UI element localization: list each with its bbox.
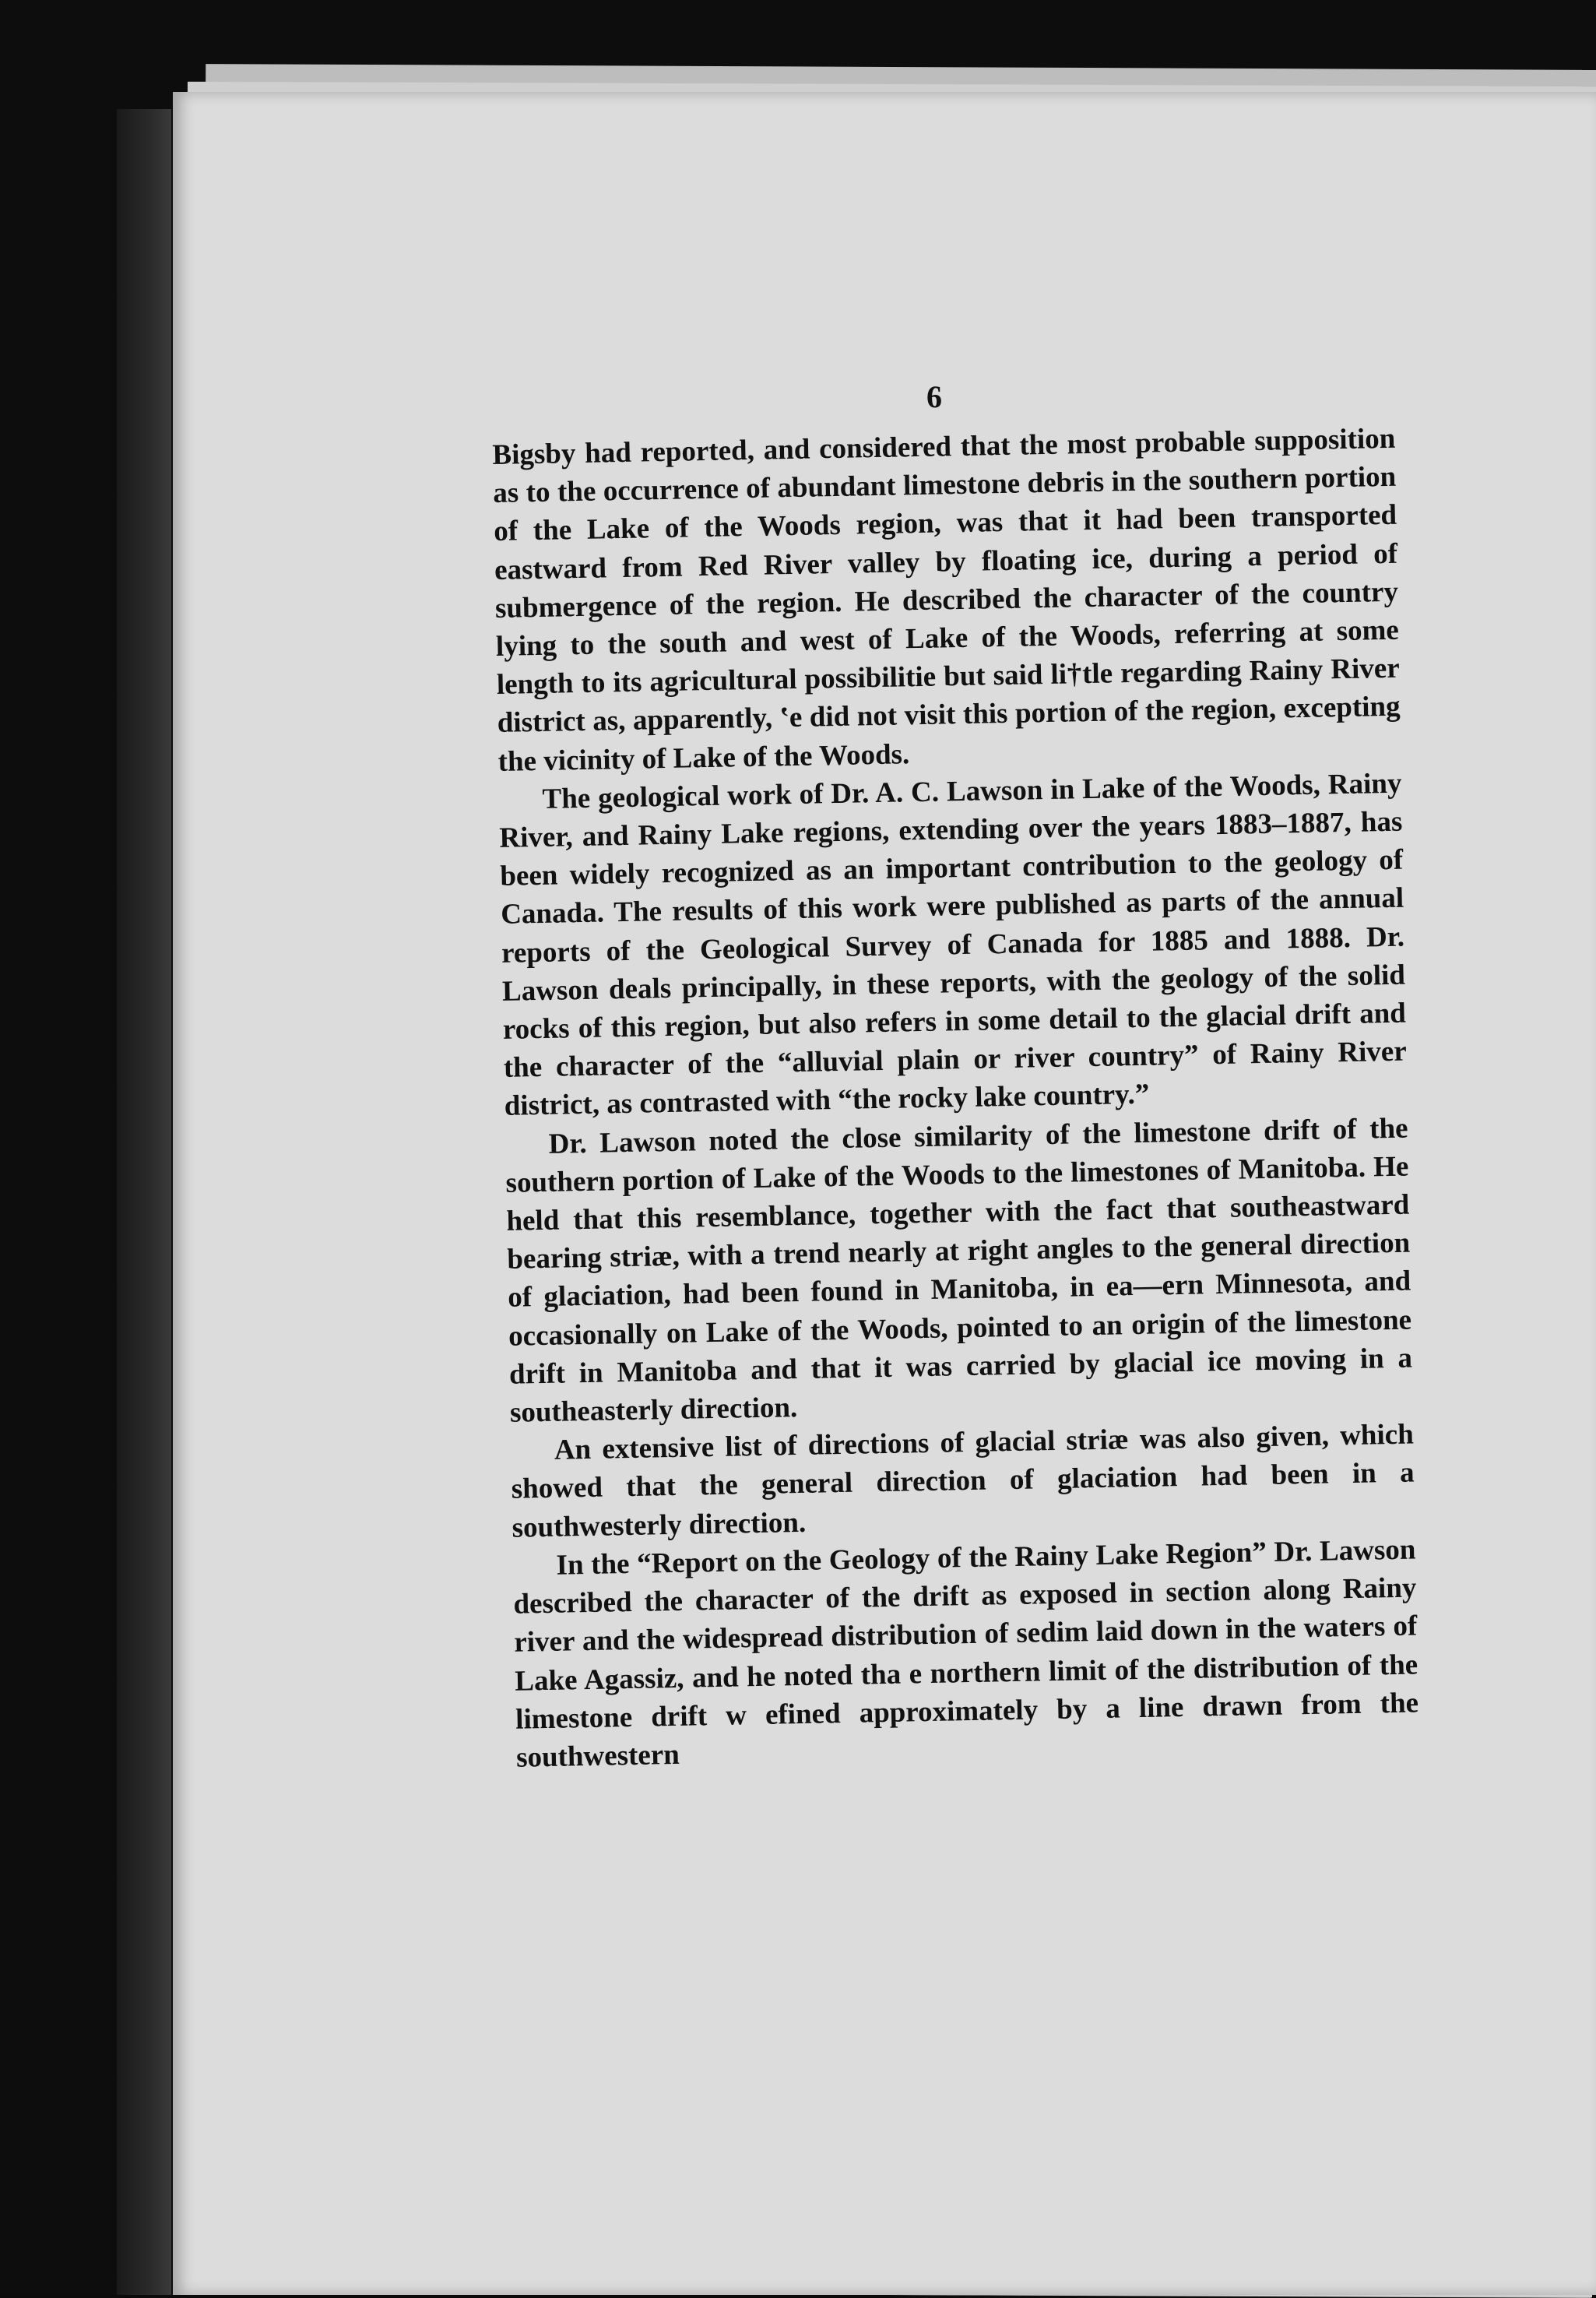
paragraph: Dr. Lawson noted the close similarity of the limestone drift of the southern portion of Lake of the Woods to the limestones of Manitoba. He held that this resemblance, together with the fact that southeastward bearing striæ, with a trend nearly at right angles to the general direction of glaciation, had been found in Manitoba, in ea—ern Minnesota, and occasionally on Lake of the Woods, pointed to an origin of the limestone drift in Manitoba and that it was carried by glacial ice moving in a southeasterly direction. [505,1112,1413,1429]
paragraph: An extensive list of directions of glacial striæ was also given, which showed that the general direction of glaciation had been in a southwesterly direction. [511,1418,1415,1544]
page-number: 6 [926,379,942,414]
paragraph: Bigsby had reported, and considered that the most probable supposition as to the occurrence of abundant limestone debris in the southern portion of the Lake of the Woods region, was that it had been transported eastward from Red River valley by floating ice, during a period of submergence of the region. He described the character of the country lying to the south and west of Lake of the Woods, referring at some length to its agricultural possibilitie but said li†tle regarding Rainy River district as, apparently, ʽe did not visit this portion of the region, excepting the vicinity of Lake of the Woods. [492,422,1401,778]
book-spine-edge [117,109,171,2295]
paragraph: The geological work of Dr. A. C. Lawson in Lake of the Woods, Rainy River, and Rainy Lake regions, extending over the years 1883–1887, has been widely recognized as an important contribution to the geology of Canada. The results of this work were published as parts of the annual reports of the Geological Survey of Canada for 1885 and 1888. Dr. Lawson deals principally, in these reports, with the geology of the solid rocks of this region, but also refers in some detail to the glacial drift and the character of the “alluvial plain or river country” of Rainy River district, as contrasted with “the rocky lake country.” [499,767,1408,1123]
paragraph: In the “Report on the Geology of the Rainy Lake Region” Dr. Lawson described the character of the drift as exposed in section along Rainy river and the widespread distribution of sedim laid down in the waters of Lake Agassiz, and he noted tha e northern limit of the distribution of the limestone drift w efined approximately by a line drawn from the southwestern [513,1533,1419,1774]
body-text [492,420,1419,1777]
